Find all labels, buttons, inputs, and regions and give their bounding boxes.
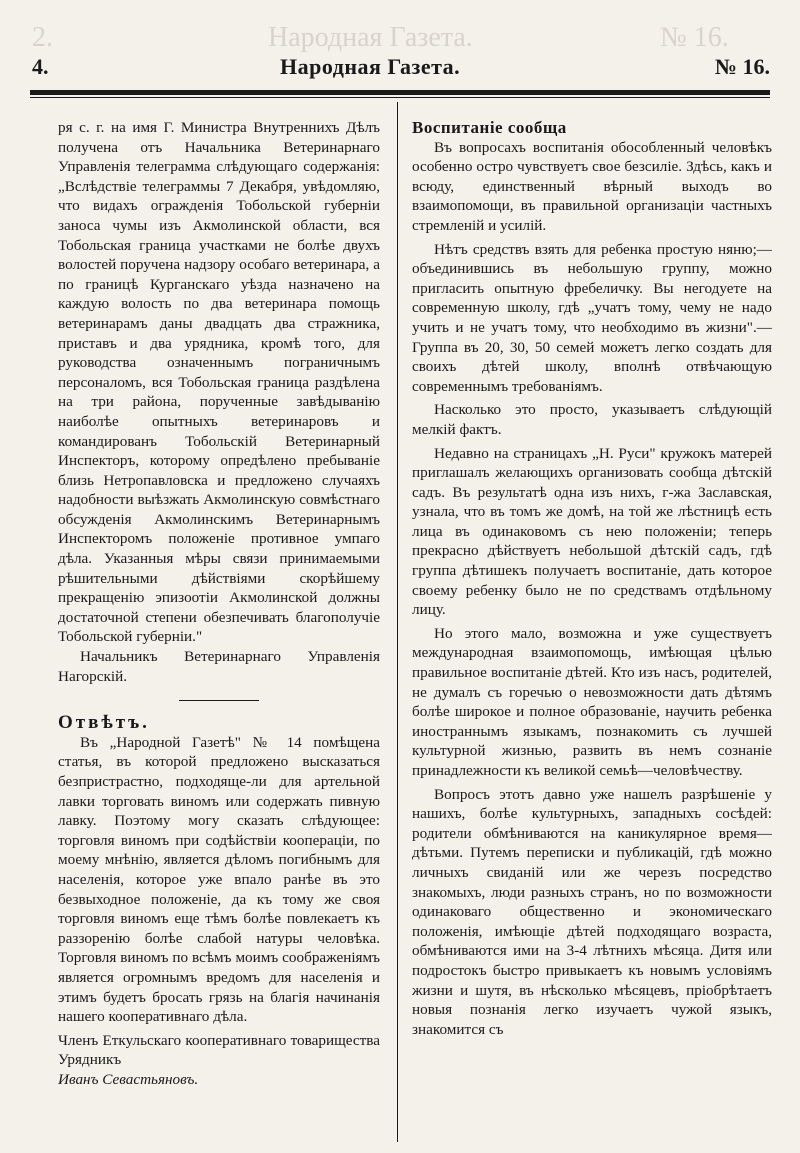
page-header (30, 54, 770, 84)
answer-signature: Членъ Еткульскаго кооперативнаго товарищества Урядникъ (58, 1031, 380, 1069)
newspaper-title: Народная Газета. (280, 54, 461, 79)
telegram-text: ря с. г. на имя Г. Министра Внутреннихъ Дѣлъ получена отъ Начальника Ветеринарнаго Управленія телеграмма слѣдующаго содержанія: „Вслѣдствіе телеграммы 7 Декабря, увѣдомляю, что видахъ огражденія Тобольской губерніи заноса чумы изъ Акмолинской области, вся Тобольская граница участками не болѣе двухъ волостей поручена надзору особаго ветеринара, а по границѣ Курганскаго уѣзда назначено на каждую волость по два ветеринара помощь ветеринарамъ даны двадцать два стражника, приставъ и два урядника, кромѣ того, для руководства означеннымъ пограничнымъ персоналомъ, вся Тобольская граница раздѣлена на три района, порученные завѣдыванію наиболѣе опытныхъ ветеринаровъ и командированъ Тобольскій Ветеринарный Инспекторъ, которому опредѣлено пребываніе близь Нетропавловска и предложено случаяхъ надобности выѣзжать Акмолинскую совмѣстнаго обсужденія Акмолинскимъ Ветеринарнымъ Инспекторомъ положеніе противное умпаго дѣла. Указанныя мѣры связи принимаемыми рѣшительными дѣйствіями скорѣйшему прекращенію эпизоотіи Акмолинской должны достаточной степени обезпечивать благополучіе Тобольской губерніи." (58, 119, 380, 646)
section-separator (179, 700, 259, 701)
answer-text: Въ „Народной Газетѣ" № 14 помѣщена статья, въ которой предложено высказаться безпристрастно, подходяще-ли для артельной лавки торговать виномъ или содержать пивную лавку. Поэтому могу сказать слѣдующее: торговля виномъ при содѣйствіи кооперацiи, по моему мнѣнію, является дѣломъ погибнымъ для населенія, которое уже впало ранѣе въ это безвыходное положеніе, да къ тому же своя торговля виномъ еще тѣмъ болѣе повлекаетъ къ раззоренію болѣе слабой натуры человѣка. Торговля виномъ по всѣмъ моимъ соображеніямъ является огромнымъ вредомъ для населенія и этимъ будетъ бросать грязь на благія начинанія нашего кооперативнаго дѣла. (58, 733, 380, 1026)
article-paragraph: Нѣтъ средствъ взять для ребенка простую няню;—объединившись въ небольшую группу, можно пригласить опытную фребеличку. Вы негодуете на современную школу, гдѣ „учатъ тому, чему не надо учить и не учатъ тому, что необходимо въ жизни".—Группа въ 20, 30, 50 семей можетъ легко создать для своихъ дѣтей школу, вполнѣ отвѣчающую современнымъ требованіямъ. (412, 240, 772, 395)
bleed-through-header (0, 22, 800, 58)
bleed-page-number: 2. (32, 22, 53, 53)
article-paragraph: Но этого мало, возможна и уже существуетъ международная взаимопомощь, имѣющая цѣлью правильное воспитаніе дѣтей. Кто изъ насъ, родителей, не думалъ съ горечью о невозможности дать дѣтямъ болѣе широкое и полное образованіе, научить ребенка иностраннымъ языкамъ, познакомить съ лучшей культурной жизнью, развить въ немъ сознаніе принадлежности къ великой семьѣ—человѣчеству. (412, 624, 772, 779)
article-title: Воспитаніе сообща (412, 118, 567, 137)
column-divider (397, 102, 398, 1142)
header-rule-thick (30, 90, 770, 95)
left-column (58, 118, 380, 1090)
header-rule-thin (30, 97, 770, 98)
bleed-title: Народная Газета. (268, 22, 473, 53)
telegram-signature: Начальникъ Ветеринарнаго Управленія Нагорскій. (58, 648, 380, 685)
answer-title: Отвѣтъ. (58, 712, 150, 734)
issue-number: № 16. (714, 54, 770, 79)
article-paragraph: Вопросъ этотъ давно уже нашелъ разрѣшеніе у нашихъ, болѣе культурныхъ, западныхъ сосѣдей: родители обмѣниваются на каникулярное время—дѣтьми. Путемъ переписки и публикацій, гдѣ можно личныхъ свиданій или же черезъ посредство знакомыхъ, люди разныхъ странъ, но по возможности одинаковаго общественно и экономическаго положенія, имѣющіе дѣтей подходящаго возраста, обмѣниваются ими на 3-4 лѣтнихъ мѣсяца. Дитя или подростокъ быстро привыкаетъ къ новымъ условіямъ жизни и шутя, въ нѣсколько мѣсяцевъ, пріобрѣтаетъ новыя познанія легко изучаетъ чужой языкъ, знакомится съ (412, 785, 772, 1038)
bleed-issue: № 16. (660, 22, 729, 53)
article-paragraph: Въ вопросахъ воспитанія обособленный человѣкъ особенно остро чувствуетъ свое безсиліе. Здѣсь, какъ и всюду, единственный вѣрный выходъ во взаимопомощи, въ правильной организаціи частныхъ стремленій и усилій. (412, 138, 772, 234)
article-paragraph: Насколько это просто, указываетъ слѣдующій мелкій фактъ. (412, 401, 772, 438)
answer-signature-name: Иванъ Севастьяновъ. (58, 1070, 199, 1088)
right-column (412, 118, 772, 1039)
page-number: 4. (32, 54, 49, 79)
article-paragraph: Недавно на страницахъ „Н. Руси" кружокъ матерей приглашалъ желающихъ организовать сообща дѣтскій садъ. Въ результатѣ одна изъ нихъ, г-жа Заславская, узнала, что въ томъ же домѣ, на той же лѣстницѣ есть лица въ одинаковомъ съ нею положеніи; теперь прекрасно дѣйствуетъ небольшой дѣтскій садъ, гдѣ группа дѣтишекъ получаетъ воспитаніе, дать которое своему ребенку было не по средствамъ отдѣльному лицу. (412, 444, 772, 619)
